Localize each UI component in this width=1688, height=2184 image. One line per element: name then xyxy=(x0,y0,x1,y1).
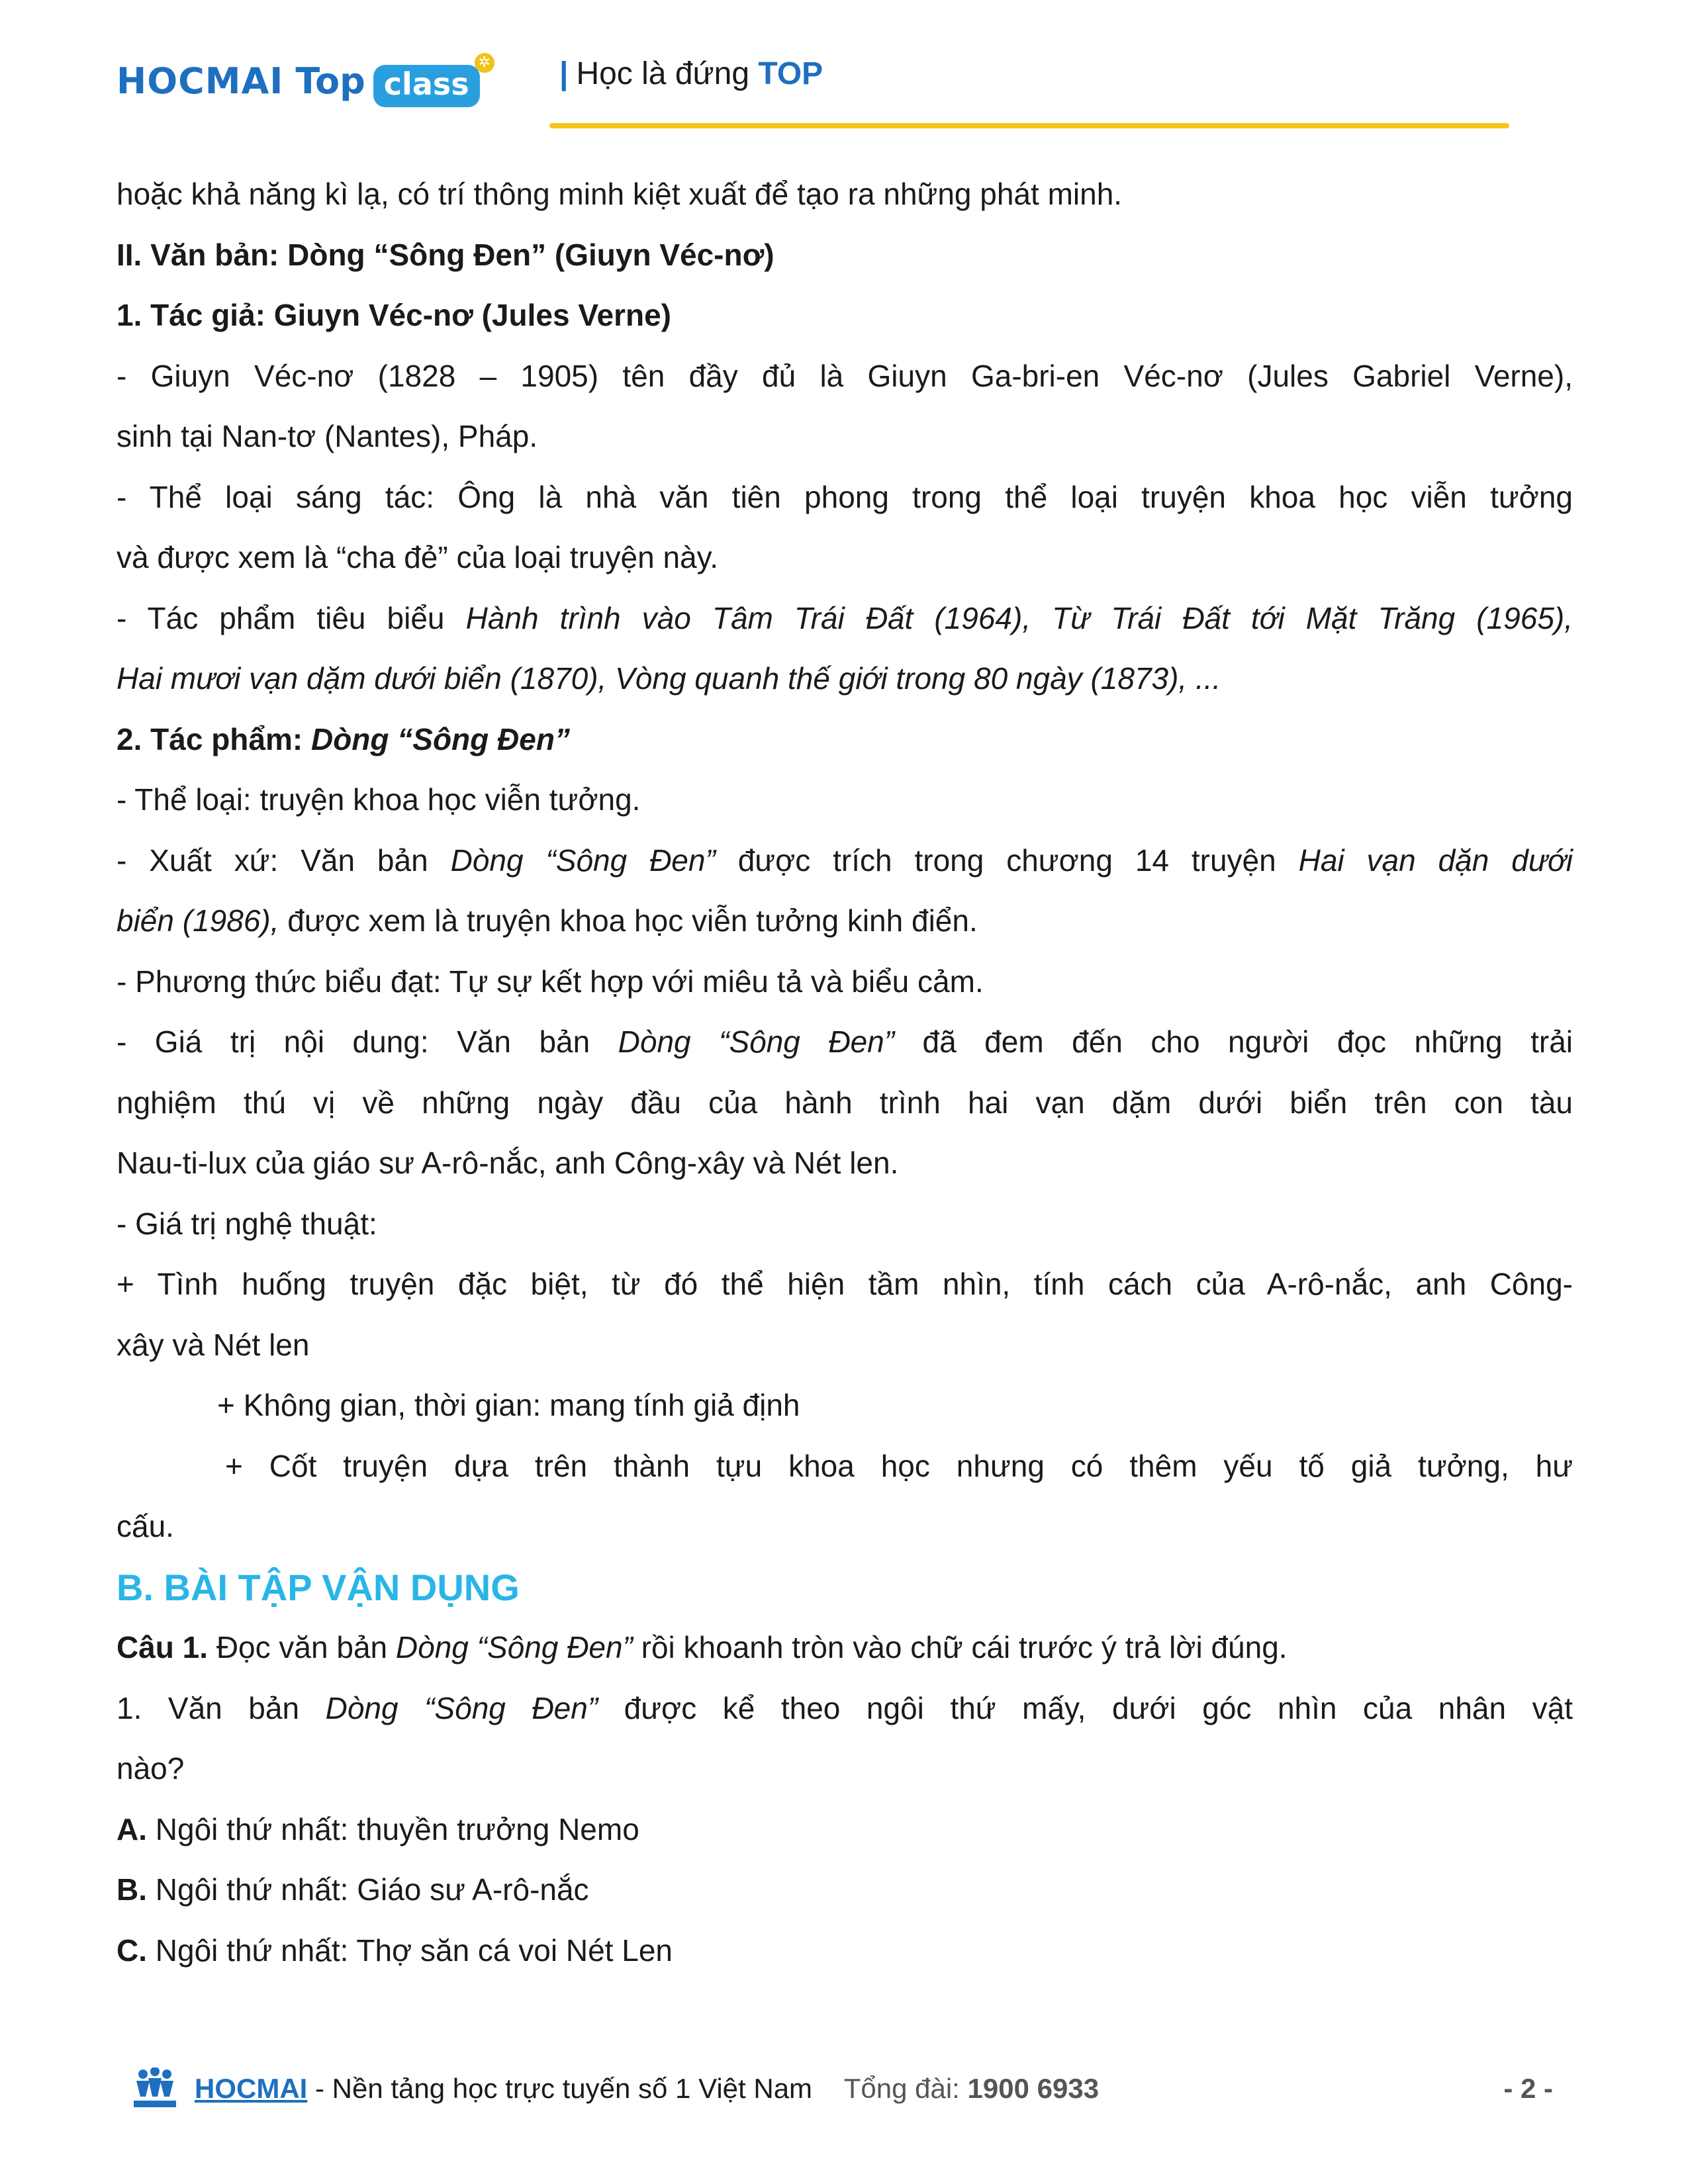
subsection-heading: 1. Tác giả: Giuyn Véc-nơ (Jules Verne) xyxy=(117,298,671,332)
text-line: và được xem là “cha đẻ” của loại truyện này. xyxy=(117,540,718,574)
italic-title: Hành trình vào Tâm Trái Đất (1964), Từ Trái Đất tới Mặt Trăng (1965), xyxy=(465,600,1573,635)
question-line xyxy=(117,1678,1573,1739)
text-line: cấu. xyxy=(117,1509,174,1543)
option-text: Ngôi thứ nhất: Giáo sư A-rô-nắc xyxy=(147,1872,589,1907)
question-line: nào? xyxy=(117,1751,185,1786)
subsection-heading xyxy=(117,709,1573,770)
italic-title: Dòng “Sông Đen” xyxy=(325,1690,598,1725)
slogan-prefix: Học là đứng xyxy=(576,56,750,91)
section-heading: II. Văn bản: Dòng “Sông Đen” (Giuyn Véc-nơ) xyxy=(117,237,774,272)
answer-option-b xyxy=(117,1860,1573,1921)
option-key: B. xyxy=(117,1872,147,1907)
page-footer xyxy=(130,2065,1553,2118)
text-line xyxy=(117,831,1573,891)
document-body xyxy=(117,164,1573,1981)
answer-option-a xyxy=(117,1799,1573,1860)
gear-star-icon: ✲ xyxy=(475,53,494,73)
option-text: Ngôi thứ nhất: Thợ săn cá voi Nét Len xyxy=(147,1933,673,1968)
text-line: Nau-ti-lux của giáo sư A-rô-nắc, anh Công-xây và Nét len. xyxy=(117,1146,899,1180)
footer-text xyxy=(195,2073,1099,2105)
text-span: 1. Văn bản xyxy=(117,1690,326,1725)
section-b-heading: B. BÀI TẬP VẬN DỤNG xyxy=(117,1566,520,1608)
logo-top-text: Top xyxy=(295,60,365,102)
text-span: Đọc văn bản xyxy=(208,1630,396,1664)
text-line: hoặc khả năng kì lạ, có trí thông minh kiệt xuất để tạo ra những phát minh. xyxy=(117,177,1123,211)
indented-line: + Cốt truyện dựa trên thành tựu khoa học nhưng có thêm yếu tố giả tưởng, hư xyxy=(225,1448,1573,1483)
footer-tagline: - Nền tảng học trực tuyến số 1 Việt Nam xyxy=(307,2073,813,2104)
italic-title: Dòng “Sông Đen” xyxy=(450,842,716,878)
logo-hocmai-text: HOCMAI xyxy=(117,60,284,102)
text-line: - Giá trị nghệ thuật: xyxy=(117,1206,377,1241)
text-line: + Tình huống truyện đặc biệt, từ đó thể hiện tầm nhìn, tính cách của A-rô-nắc, anh Công- xyxy=(117,1267,1573,1301)
text-line xyxy=(117,891,1573,952)
question-line xyxy=(117,1617,1573,1678)
hocmai-people-icon xyxy=(130,2068,180,2110)
hocmai-topclass-logo xyxy=(117,54,491,107)
italic-title: Hai vạn dặn dưới xyxy=(1298,842,1573,878)
text-line: - Phương thức biểu đạt: Tự sự kết hợp với miêu tả và biểu cảm. xyxy=(117,964,984,999)
italic-title-line: Hai mươi vạn dặm dưới biển (1870), Vòng quanh thế giới trong 80 ngày (1873), ... xyxy=(117,661,1221,696)
option-key: C. xyxy=(117,1933,147,1968)
page-number: - 2 - xyxy=(1503,2073,1553,2104)
heading-label: 2. Tác phẩm: xyxy=(117,721,311,756)
slogan-top: TOP xyxy=(758,56,823,91)
text-line: - Thể loại: truyện khoa học viễn tưởng. xyxy=(117,782,641,817)
heading-title: Dòng “Sông Đen” xyxy=(310,721,570,756)
text-span: - Xuất xứ: Văn bản xyxy=(117,842,451,878)
text-line xyxy=(117,588,1573,649)
italic-title: Dòng “Sông Đen” xyxy=(395,1630,633,1664)
header-underline xyxy=(549,123,1509,128)
text-span: đã đem đến cho người đọc những trải xyxy=(894,1024,1573,1059)
text-span: - Tác phẩm tiêu biểu xyxy=(117,600,466,635)
text-line: xây và Nét len xyxy=(117,1327,310,1362)
text-line: - Thể loại sáng tác: Ông là nhà văn tiên phong trong thể loại truyện khoa học viễn tưởng xyxy=(117,479,1573,514)
text-span: được trích trong chương 14 truyện xyxy=(715,842,1299,878)
logo-class-badge xyxy=(373,54,491,107)
text-span: được xem là truyện khoa học viễn tưởng kinh điển. xyxy=(279,903,978,938)
option-text: Ngôi thứ nhất: thuyền trưởng Nemo xyxy=(147,1811,639,1846)
option-key: A. xyxy=(117,1811,147,1846)
text-line: nghiệm thú vị về những ngày đầu của hành trình hai vạn dặm dưới biển trên con tàu xyxy=(117,1085,1573,1120)
italic-title: biển (1986), xyxy=(117,903,279,938)
footer-hotline-label: Tổng đài: xyxy=(843,2073,968,2104)
indented-line: + Không gian, thời gian: mang tính giả định xyxy=(217,1388,800,1422)
slogan-divider: | xyxy=(559,56,569,91)
text-span: - Giá trị nội dung: Văn bản xyxy=(117,1024,618,1059)
footer-hotline-number: 1900 6933 xyxy=(967,2073,1100,2104)
text-span: được kể theo ngôi thứ mấy, dưới góc nhìn của nhân vật xyxy=(598,1690,1573,1725)
header-slogan xyxy=(559,56,823,92)
text-span: rồi khoanh tròn vào chữ cái trước ý trả lời đúng. xyxy=(632,1630,1288,1664)
logo-class-text: class xyxy=(383,66,469,102)
text-line: - Giuyn Véc-nơ (1828 – 1905) tên đầy đủ là Giuyn Ga-bri-en Véc-nơ (Jules Gabriel Verne), xyxy=(117,358,1573,393)
question-number: Câu 1. xyxy=(117,1630,209,1664)
text-line xyxy=(117,1012,1573,1073)
answer-option-c xyxy=(117,1921,1573,1981)
footer-brand-link[interactable]: HOCMAI xyxy=(195,2073,308,2104)
text-line: sinh tại Nan-tơ (Nantes), Pháp. xyxy=(117,419,538,453)
italic-title: Dòng “Sông Đen” xyxy=(618,1024,895,1059)
